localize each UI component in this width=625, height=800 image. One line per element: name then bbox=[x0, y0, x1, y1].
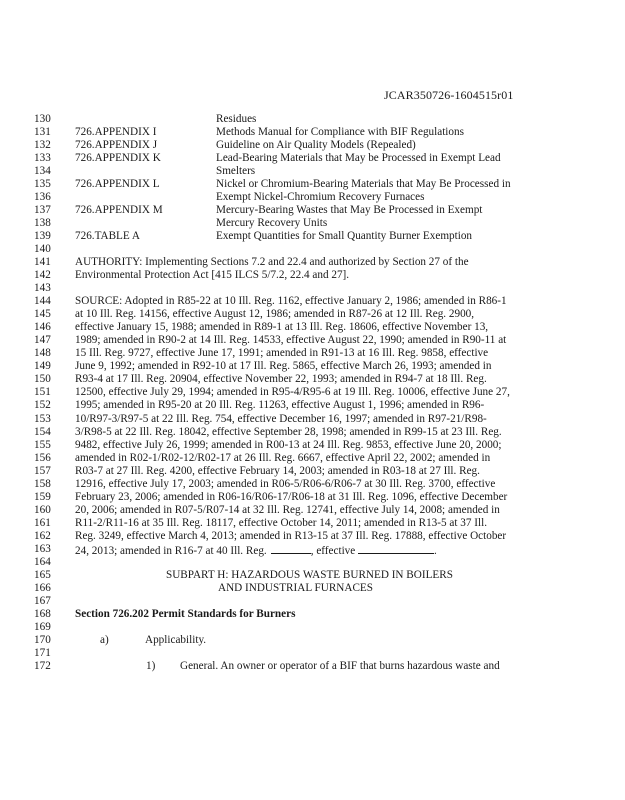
appendix-title: Residues bbox=[216, 113, 257, 125]
appendix-id: 726.APPENDIX L bbox=[75, 178, 160, 191]
source-text: June 9, 1992; amended in R92-10 at 17 Ill. Reg. 5865, effective March 26, 1993; amended in bbox=[75, 360, 492, 373]
line-number: 157 bbox=[34, 464, 51, 477]
line-number: 155 bbox=[34, 438, 51, 451]
source-text: Reg. 3249, effective March 4, 2013; amended in R13-15 at 37 Ill. Reg. 17888, effective October bbox=[75, 529, 507, 542]
line-number: 162 bbox=[34, 529, 51, 542]
source-text: R93-4 at 17 Ill. Reg. 20904, effective November 22, 1993; amended in R94-7 at 18 Ill. Reg. bbox=[75, 373, 487, 386]
source-text: 1995; amended in R95-20 at 20 Ill. Reg. 11263, effective August 1, 1996; amended in R96- bbox=[75, 399, 485, 412]
line-number: 144 bbox=[34, 295, 51, 308]
section-line bbox=[0, 621, 625, 634]
line-number: 150 bbox=[34, 373, 51, 386]
blank-effective-date bbox=[358, 543, 434, 554]
line-number: 142 bbox=[34, 269, 51, 282]
line-number: 153 bbox=[34, 412, 51, 425]
line-number: 163 bbox=[34, 542, 51, 555]
appendix-title: Methods Manual for Compliance with BIF Regulations bbox=[216, 126, 464, 138]
subsection-text: General. An owner or operator of a BIF that burns hazardous waste and bbox=[180, 659, 500, 672]
line-number: 160 bbox=[34, 503, 51, 516]
appendix-row bbox=[0, 152, 625, 165]
line-number: 167 bbox=[34, 594, 51, 607]
line-number: 138 bbox=[34, 217, 51, 230]
line-number: 170 bbox=[34, 633, 51, 646]
source-line bbox=[0, 373, 625, 386]
appendix-title: Mercury-Bearing Wastes that May Be Processed in Exempt bbox=[216, 204, 483, 217]
source-line bbox=[0, 295, 625, 308]
subpart-line bbox=[0, 582, 625, 595]
source-text: effective January 15, 1988; amended in R89-1 at 13 Ill. Reg. 18606, effective November 13, bbox=[75, 321, 489, 334]
source-text: R03-7 at 27 Ill. Reg. 4200, effective February 14, 2003; amended in R03-18 at 27 Ill. Reg. bbox=[75, 464, 480, 477]
source-line bbox=[0, 334, 625, 347]
line-number: 148 bbox=[34, 347, 51, 360]
appendix-row bbox=[0, 178, 625, 191]
subsection-a-line bbox=[0, 647, 625, 660]
source-text: 3/R98-5 at 22 Ill. Reg. 18042, effective September 28, 1998; amended in R99-15 at 23 Ill. Reg. bbox=[75, 425, 502, 438]
source-line bbox=[0, 439, 625, 452]
authority-line bbox=[0, 282, 625, 295]
line-number: 151 bbox=[34, 386, 51, 399]
line-number: 168 bbox=[34, 607, 51, 620]
line-number: 132 bbox=[34, 139, 51, 151]
line-number: 133 bbox=[34, 152, 51, 165]
source-line bbox=[0, 517, 625, 530]
section-line bbox=[0, 608, 625, 621]
authority-text: Environmental Protection Act [415 ILCS 5/7.2, 22.4 and 27]. bbox=[75, 269, 350, 282]
line-number: 134 bbox=[34, 165, 51, 178]
line-number: 147 bbox=[34, 334, 51, 347]
appendix-row bbox=[0, 230, 625, 243]
line-number: 171 bbox=[34, 646, 51, 659]
source-text: at 10 Ill. Reg. 14156, effective August 12, 1986; amended in R87-26 at 12 Ill. Reg. 2900, bbox=[75, 308, 475, 321]
appendix-title: Exempt Nickel-Chromium Recovery Furnaces bbox=[216, 191, 425, 204]
effective-label: , effective bbox=[310, 544, 359, 557]
line-number: 156 bbox=[34, 451, 51, 464]
source-text: 10/R97-3/R97-5 at 22 Ill. Reg. 754, effective December 16, 1997; amended in R97-21/R98- bbox=[75, 412, 487, 425]
line-number: 146 bbox=[34, 321, 51, 334]
source-line bbox=[0, 426, 625, 439]
subsection-a-line bbox=[0, 634, 625, 647]
line-number: 159 bbox=[34, 490, 51, 503]
end-period: . bbox=[434, 544, 437, 557]
appendix-id: 726.APPENDIX M bbox=[75, 204, 163, 217]
line-number: 145 bbox=[34, 308, 51, 321]
source-text: R11-2/R11-16 at 35 Ill. Reg. 18117, effective October 14, 2011; amended in R13-5 at 37 Ill. bbox=[75, 516, 487, 529]
source-text: amended in R02-1/R02-12/R02-17 at 26 Ill. Reg. 6667, effective April 22, 2002; amended in bbox=[75, 451, 491, 464]
source-line bbox=[0, 399, 625, 412]
appendix-row bbox=[0, 126, 625, 139]
source-text: February 23, 2006; amended in R06-16/R06-17/R06-18 at 31 Ill. Reg. 1096, effective December bbox=[75, 490, 508, 503]
source-text: 9482, effective July 26, 1999; amended in R00-13 at 24 Ill. Reg. 9853, effective June 20, 2000; bbox=[75, 438, 502, 451]
appendix-row bbox=[0, 165, 625, 178]
subsection-text: Applicability. bbox=[145, 633, 207, 646]
line-number: 165 bbox=[34, 568, 51, 581]
appendix-title: Exempt Quantities for Small Quantity Burner Exemption bbox=[216, 230, 473, 243]
appendix-title: Smelters bbox=[216, 165, 256, 178]
line-number: 137 bbox=[34, 204, 51, 217]
appendix-id: 726.APPENDIX K bbox=[75, 152, 161, 165]
line-number: 164 bbox=[34, 555, 51, 568]
source-text: 1989; amended in R90-2 at 14 Ill. Reg. 14533, effective August 22, 1990; amended in R90-11 at bbox=[75, 334, 507, 347]
source-text: 15 Ill. Reg. 9727, effective June 17, 1991; amended in R91-13 at 16 Ill. Reg. 9858, effective bbox=[75, 347, 489, 360]
line-number: 130 bbox=[34, 113, 51, 125]
source-text: 12916, effective July 17, 2003; amended in R06-5/R06-6/R06-7 at 30 Ill. Reg. 3700, effective bbox=[75, 477, 496, 490]
source-line bbox=[0, 413, 625, 426]
section-title: Section 726.202 Permit Standards for Burners bbox=[75, 607, 296, 620]
line-number: 152 bbox=[34, 399, 51, 412]
line-number: 131 bbox=[34, 126, 51, 138]
subpart-line bbox=[0, 595, 625, 608]
appendix-title: Mercury Recovery Units bbox=[216, 217, 328, 230]
line-number: 135 bbox=[34, 178, 51, 191]
appendix-row bbox=[0, 217, 625, 230]
source-text: 12500, effective July 29, 1994; amended in R95-4/R95-6 at 19 Ill. Reg. 10006, effective June 27, bbox=[75, 386, 510, 399]
source-text: SOURCE: Adopted in R85-22 at 10 Ill. Reg. 1162, effective January 2, 1986; amended in R86-1 bbox=[75, 295, 507, 308]
appendix-row bbox=[0, 243, 625, 256]
line-number: 141 bbox=[34, 256, 51, 269]
line-number: 143 bbox=[34, 282, 51, 295]
subsection-label: a) bbox=[100, 633, 109, 646]
appendix-id: 726.TABLE A bbox=[75, 230, 140, 243]
line-number: 166 bbox=[34, 581, 51, 594]
appendix-row bbox=[0, 113, 625, 126]
blank-register-page bbox=[271, 543, 311, 554]
source-text: 24, 2013; amended in R16-7 at 40 Ill. Reg. , effective . bbox=[75, 544, 437, 557]
source-line bbox=[0, 321, 625, 334]
subpart-line bbox=[0, 569, 625, 582]
appendix-id: 726.APPENDIX I bbox=[75, 126, 157, 138]
source-line bbox=[0, 386, 625, 399]
subsection-label: 1) bbox=[146, 659, 156, 672]
line-number: 140 bbox=[34, 243, 51, 256]
appendix-row bbox=[0, 139, 625, 152]
source-line bbox=[0, 452, 625, 465]
authority-line bbox=[0, 256, 625, 269]
source-line bbox=[0, 465, 625, 478]
source-line bbox=[0, 478, 625, 491]
document-id: JCAR350726-1604515r01 bbox=[384, 88, 514, 102]
source-line bbox=[0, 491, 625, 504]
subpart-title-line1: SUBPART H: HAZARDOUS WASTE BURNED IN BOILERS bbox=[166, 568, 453, 581]
source-line bbox=[0, 347, 625, 360]
source-line bbox=[0, 308, 625, 321]
line-number: 136 bbox=[34, 191, 51, 204]
line-number: 172 bbox=[34, 659, 51, 672]
authority-line bbox=[0, 269, 625, 282]
appendix-id: 726.APPENDIX J bbox=[75, 139, 158, 151]
appendix-row bbox=[0, 191, 625, 204]
appendix-title: Lead-Bearing Materials that May be Processed in Exempt Lead bbox=[216, 152, 501, 165]
subsection-1-line bbox=[0, 660, 625, 673]
source-line bbox=[0, 530, 625, 543]
appendix-title: Guideline on Air Quality Models (Repealed) bbox=[216, 139, 416, 151]
authority-text: AUTHORITY: Implementing Sections 7.2 and 22.4 and authorized by Section 27 of the bbox=[75, 256, 469, 269]
appendix-title: Nickel or Chromium-Bearing Materials that May Be Processed in bbox=[216, 178, 511, 191]
source-line bbox=[0, 360, 625, 373]
source-line bbox=[0, 543, 625, 556]
line-number: 139 bbox=[34, 230, 51, 243]
line-number: 158 bbox=[34, 477, 51, 490]
source-line bbox=[0, 504, 625, 517]
line-number: 149 bbox=[34, 360, 51, 373]
line-number: 169 bbox=[34, 620, 51, 633]
subpart-line bbox=[0, 556, 625, 569]
appendix-row bbox=[0, 204, 625, 217]
line-number: 161 bbox=[34, 516, 51, 529]
line-number: 154 bbox=[34, 425, 51, 438]
source-text: 20, 2006; amended in R07-5/R07-14 at 32 Ill. Reg. 12741, effective July 14, 2008; amended in bbox=[75, 503, 500, 516]
subpart-title-line2: AND INDUSTRIAL FURNACES bbox=[218, 581, 373, 594]
